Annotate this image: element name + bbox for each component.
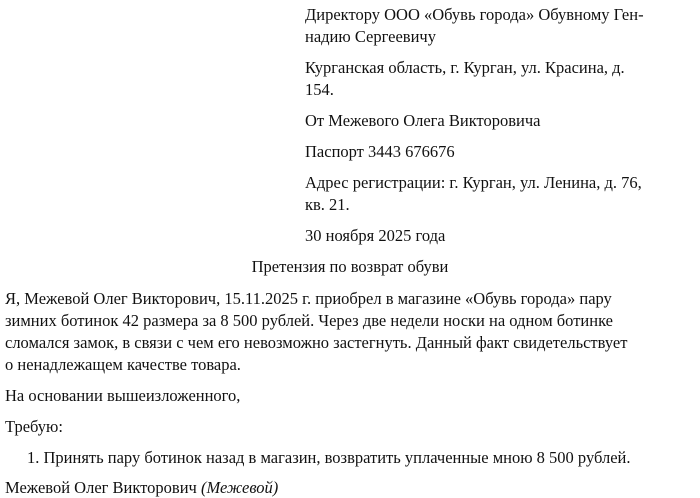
document-title: Претензия по возврат обуви [251, 257, 449, 276]
demand-item-1: 1. Принять пару ботинок назад в магазин, возвратить уплаченные мною 8 500 рублей. [27, 448, 631, 467]
sender-from: От Межевого Олега Викторовича [305, 111, 541, 130]
signature-handwritten: (Межевой) [200, 478, 279, 497]
signature-name: Межевой Олег Викторович [5, 478, 197, 497]
signature-line [5, 478, 278, 498]
document-date: 30 ноября 2025 года [305, 226, 446, 245]
sender-passport: Паспорт 3443 676676 [305, 142, 455, 161]
body-paragraph-line-4: о ненадлежащем качестве товара. [5, 355, 241, 374]
basis-text: На основании вышеизложенного, [5, 386, 241, 405]
body-paragraph-line-1: Я, Межевой Олег Викторович, 15.11.2025 г. приобрел в магазине «Обувь города» пару [5, 289, 612, 308]
addressee-line-2: надию Сергеевичу [305, 27, 436, 46]
body-paragraph-line-3: сломался замок, в связи с чем его невозможно застегнуть. Данный факт свидетельствует [5, 333, 628, 352]
addressee-line-1: Директору ООО «Обувь города» Обувному Ген- [305, 5, 644, 24]
body-paragraph-line-2: зимних ботинок 42 размера за 8 500 рублей. Через две недели носки на одном ботинке [5, 311, 614, 330]
addressee-address-line-1: Курганская область, г. Курган, ул. Красина, д. [305, 58, 625, 77]
addressee-address-line-2: 154. [305, 80, 334, 99]
demand-heading: Требую: [5, 417, 63, 436]
sender-registration-line-1: Адрес регистрации: г. Курган, ул. Ленина, д. 76, [305, 173, 642, 192]
sender-registration-line-2: кв. 21. [305, 195, 350, 214]
